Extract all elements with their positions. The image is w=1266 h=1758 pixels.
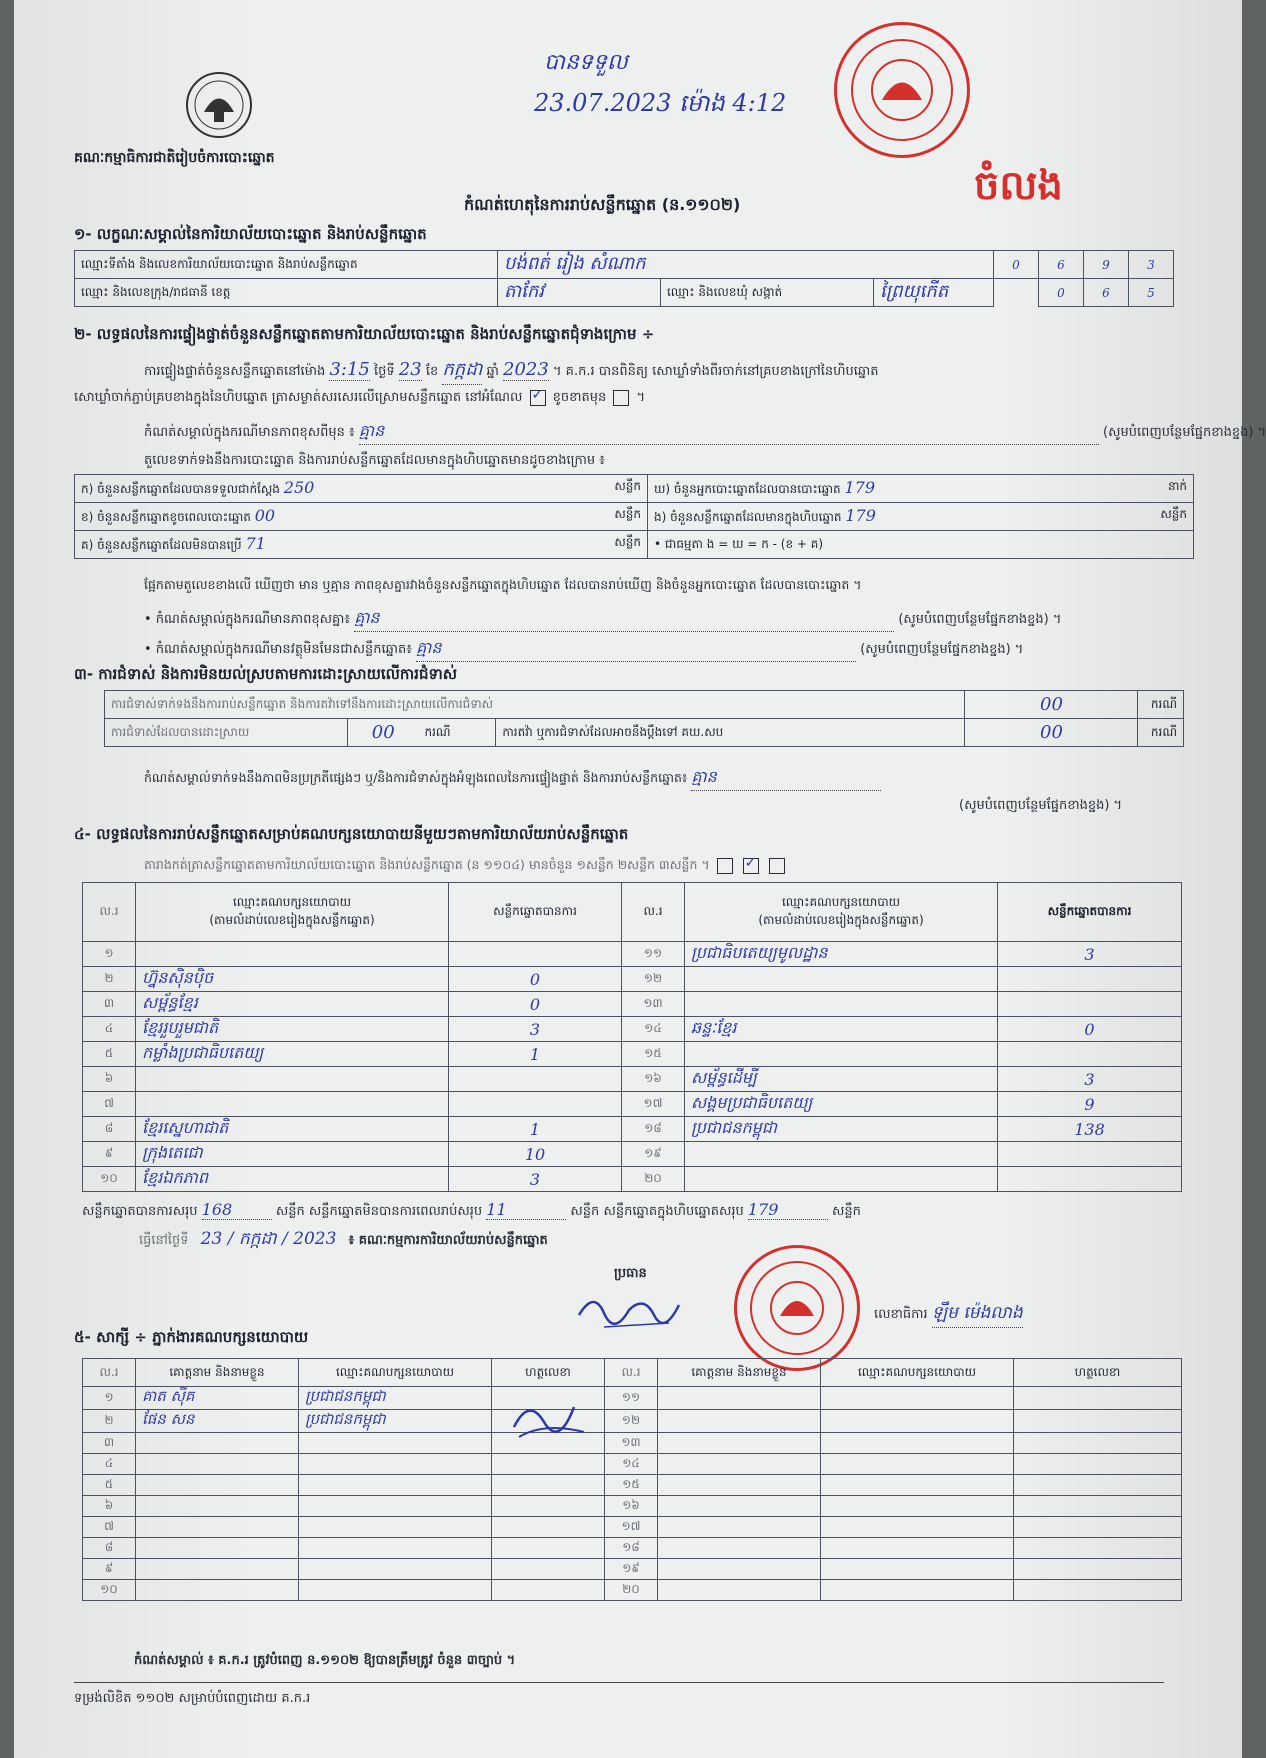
figure-value: 179 [844,478,875,497]
party-votes: 1 [449,1042,622,1067]
figure-label: ក) ចំនួនសន្លឹកឆ្នោតដែលបានទទួលជាក់ស្តែង [81,482,280,496]
party-number: ២០ [622,1167,685,1192]
incident-note-line [144,637,1023,662]
party-name: សង្គមប្រជាធិបតេយ្យ [685,1092,998,1117]
party-votes: 3 [998,1067,1182,1092]
witness-signature-cell [492,1517,605,1538]
party-number: ១៤ [622,1017,685,1042]
unit: សន្លឹក [570,1204,600,1219]
witness-name [658,1580,821,1601]
witness-name [658,1433,821,1454]
note-line [144,420,1266,445]
party-name [136,1092,449,1117]
party-number: ១២ [622,967,685,992]
witness-name [658,1538,821,1559]
official-stamp-top [834,22,970,158]
witness-name [658,1559,821,1580]
witness-signature-cell [1014,1559,1182,1580]
received-note-line1: បានទទួល [544,50,628,75]
party-votes: 9 [998,1092,1182,1117]
seal-text: សោឃ្លាំចាក់ភ្ជាប់គ្របខាងក្នុងនៃហិបឆ្នោត ត្រាសម្ងាត់សរសេរលើស្រោមសន្លឹកឆ្នោត នៅអំណែល [74,390,523,405]
party-name: ខ្មែរស្នេហាជាតិ [136,1117,449,1142]
witness-party [821,1475,1014,1496]
witness-name [658,1517,821,1538]
witness-signature [504,1392,594,1446]
results-table [82,882,1182,1192]
verification-time: 3:15 [329,359,370,380]
witness-party: ប្រជាជនកម្ពុជា [299,1387,492,1410]
party-votes [449,942,622,967]
figure-value: 179 [845,506,876,525]
seal-damaged-label: ខូចខាតមុន [552,390,607,405]
col-sign-header: ហត្ថលេខា [492,1359,605,1387]
col-no-header: ល.រ [83,1359,136,1387]
results-row [83,1092,1182,1117]
verification-text: ការផ្ទៀងផ្ទាត់ចំនួនសន្លឹកឆ្នោតនៅម៉ោង [144,364,326,379]
objection-count: 00 [965,691,1138,719]
section1-table [74,250,1174,307]
results-row [83,942,1182,967]
verification-text: ។ គ.ក.រ បានពិនិត្យ សោឃ្លាំទាំងពីរចាក់នៅគ្របខាងក្រៅនៃហិបឆ្នោត [552,364,879,379]
witness-signature-cell [1014,1517,1182,1538]
irregularity-note-value: គ្មាន [691,766,881,791]
total-invalid-value: 11 [486,1200,566,1220]
witness-signature-cell [492,1454,605,1475]
witness-signature-cell [492,1580,605,1601]
witness-signature-cell [1014,1454,1182,1475]
verification-text: ឆ្នាំ [486,364,499,379]
witness-table [82,1358,1182,1601]
received-note-line2: 23.07.2023 ម៉ោង 4:12 [534,89,787,117]
figure-unit: សន្លឹក [614,479,641,493]
col-party-header [685,883,998,942]
witness-number: ១៥ [605,1475,658,1496]
col-name-header: គោត្តនាម និងនាមខ្លួន [136,1359,299,1387]
party-votes: 3 [449,1167,622,1192]
incident-note-label: • កំណត់សម្គាល់ក្នុងករណីមានវត្ថុមិនមែនជាសន្លឹកឆ្នោត៖ [144,642,412,657]
witness-party [821,1538,1014,1559]
fill-hint: (សូមបំពេញបន្ថែមផ្នែកខាងខ្នង) ។ [959,798,1123,813]
section1-title: ១- លក្ខណៈសម្គាល់នៃការិយាល័យបោះឆ្នោត និងរាប់សន្លឹកឆ្នោត [74,225,427,243]
note-label: កំណត់សម្គាល់ក្នុងករណីមានភាពខុសពីមុន ៖ [144,425,355,440]
witness-signature-cell [1014,1433,1182,1454]
witness-party [299,1454,492,1475]
secretary-name: ឡឹម ម៉េងលាង [932,1302,1023,1328]
witness-party [299,1559,492,1580]
incident-note-value: គ្មាន [416,637,856,662]
party-number: ៤ [83,1017,136,1042]
note-value: គ្មាន [359,420,1099,445]
document-page [14,0,1266,1758]
verification-month: កក្កដា [442,357,482,385]
party-name [685,1042,998,1067]
figure-label: ខ) ចំនួនសន្លឹកឆ្នោតខូចពេលបោះឆ្នោត [81,510,251,524]
witness-row [83,1475,1182,1496]
section5-title: ៥- សាក្សី ÷ ភ្នាក់ងារគណបក្សនយោបាយ [74,1328,309,1346]
witness-name [136,1454,299,1475]
witness-party [299,1580,492,1601]
party-votes [998,992,1182,1017]
diff-note-line [144,607,1061,632]
section3-title: ៣- ការជំទាស់ និងការមិនយល់ស្របតាមការដោះស្រាយលើការជំទាស់ [74,665,458,683]
unit: សន្លឹក [832,1204,861,1219]
party-name [685,967,998,992]
org-name: គណៈកម្មាធិការជាតិរៀបចំការបោះឆ្នោត [74,150,275,166]
totals-line [82,1200,861,1222]
col-sign-header: ហត្ថលេខា [1014,1359,1182,1387]
footer-note: កំណត់សម្គាល់ ៖ គ.ក.រ ត្រូវបំពេញ ន.១១០២ ឱ្យបានត្រឹមត្រូវ ចំនួន ៣ច្បាប់ ។ [134,1653,516,1668]
witness-row [83,1454,1182,1475]
figure-unit: នាក់ [1167,479,1187,493]
witness-row [83,1433,1182,1454]
objection-unit: ករណី [1138,691,1184,719]
col-party-sub: (តាមលំដាប់លេខរៀងក្នុងសន្លឹកឆ្នោត) [209,913,375,927]
sheet-2-checkbox[interactable] [743,858,759,874]
province-value: តាកែវ [498,279,661,307]
copy-label: ចំលង [974,163,1063,209]
witness-number: ៣ [83,1433,136,1454]
witness-number: ២ [83,1410,136,1433]
col-votes-header: សន្លឹកឆ្នោតបានការ [998,883,1182,942]
witness-signature-cell [492,1559,605,1580]
figures-intro: តួលេខទាក់ទងនឹងការបោះឆ្នោត និងការរាប់សន្លឹកឆ្នោតដែលមានក្នុងហិបឆ្នោតមានដូចខាងក្រោម ៖ [144,453,605,468]
witness-party [821,1433,1014,1454]
verification-text: ថ្ងៃទី [374,364,395,379]
witness-party [821,1410,1014,1433]
seal-damaged-checkbox[interactable] [613,390,629,406]
col-no-header: ល.រ [83,883,136,942]
witness-signature-cell [1014,1580,1182,1601]
commune-value: ព្រៃយុកើត [874,279,994,307]
figures-row [75,475,1194,503]
commune-code-digit: 0 [1039,279,1084,307]
party-number: ៣ [83,992,136,1017]
col-party-header: ឈ្មោះគណបក្សនយោបាយ [821,1359,1014,1387]
party-votes [998,1042,1182,1067]
fill-hint: (សូមបំពេញបន្ថែមផ្នែកខាងខ្នង) ។ [860,642,1024,657]
witness-name [136,1538,299,1559]
party-number: ៩ [83,1142,136,1167]
witness-row [83,1580,1182,1601]
witness-party [821,1517,1014,1538]
secretary-label: លេខាធិការ [874,1307,928,1322]
party-name: សម្ព័ន្ធដើម្បី [685,1067,998,1092]
formula-label: • ជាធម្មតា ង = ឃ = ក - (ខ + គ) [654,536,824,551]
party-number: ១៧ [622,1092,685,1117]
witness-party [299,1538,492,1559]
witness-row [83,1517,1182,1538]
witness-name [136,1475,299,1496]
tally-sheet-text: តារាងកត់ត្រាសន្លឹកឆ្នោតតាមការិយាល័យបោះឆ្នោត និងរាប់សន្លឹកឆ្នោត (ន ១១០៤) មានចំនួន ១សន្លឹក ២សន្លឹក ៣សន្លឹក ។ [144,857,710,872]
party-name: ខ្មែររួបរួមជាតិ [136,1017,449,1042]
col-no-header: ល.រ [605,1359,658,1387]
witness-party [299,1433,492,1454]
party-number: ១៨ [622,1117,685,1142]
irregularity-note-label: កំណត់សម្គាល់ទាក់ទងនឹងភាពមិនប្រក្រតីផ្សេងៗ ឬ/និងការជំទាស់ក្នុងអំឡុងពេលនៃការផ្ទៀងផ្ទាត់ និងការរាប់សន្លឹកឆ្នោត៖ [144,770,688,785]
witness-number: ១៣ [605,1433,658,1454]
figure-label: គ) ចំនួនសន្លឹកឆ្នោតដែលមិនបានប្រើ [81,538,242,552]
results-row [83,1067,1182,1092]
party-name [136,942,449,967]
party-votes [998,1167,1182,1192]
witness-row [83,1559,1182,1580]
results-row [83,992,1182,1017]
date-value: 23 / កក្កដា / 2023 [200,1229,337,1249]
witness-signature-cell [492,1475,605,1496]
witness-name [136,1559,299,1580]
witness-number: ៤ [83,1454,136,1475]
figure-value: 250 [283,478,315,497]
witness-row [83,1410,1182,1433]
party-votes: 138 [998,1117,1182,1142]
party-name [685,992,998,1017]
results-row [83,1042,1182,1067]
total-box-value: 179 [748,1200,828,1220]
unit: សន្លឹក [275,1204,305,1219]
witness-name [658,1496,821,1517]
total-box-label: សន្លឹកឆ្នោតក្នុងហិបឆ្នោតសរុប [603,1204,744,1219]
witness-number: ៦ [83,1496,136,1517]
fill-hint: (សូមបំពេញបន្ថែមផ្នែកខាងខ្នង) ។ [898,612,1062,627]
sheet-1-checkbox[interactable] [717,858,733,874]
witness-signature-cell [1014,1538,1182,1559]
party-name: ប្រជាធិបតេយ្យមូលដ្ឋាន [685,942,998,967]
section4-title: ៤- លទ្ធផលនៃការរាប់សន្លឹកឆ្នោតសម្រាប់គណបក្សនយោបាយនីមួយៗតាមការិយាល័យរាប់សន្លឹកឆ្នោត [74,825,629,843]
verification-year: 2023 [503,359,549,380]
col-no-header: ល.រ [622,883,685,942]
results-row [83,967,1182,992]
form-title: កំណត់ហេតុនៃការរាប់សន្លឹកឆ្នោត (ន.១១០២) [464,195,741,214]
total-valid-label: សន្លឹកឆ្នោតបានការសរុប [82,1204,198,1219]
witness-signature-cell [1014,1410,1182,1433]
figure-label: ឃ) ចំនួនអ្នកបោះឆ្នោតដែលបានបោះឆ្នោត [654,482,841,496]
party-name: ហ្វ៊ុនស៊ិនប៉ិច [136,967,449,992]
col-party-header: ឈ្មោះគណបក្សនយោបាយ [299,1359,492,1387]
form-code: ទម្រង់លិខិត ១១០២ សម្រាប់បំពេញដោយ គ.ក.រ [74,1691,311,1706]
witness-party [821,1454,1014,1475]
witness-number: ១៦ [605,1496,658,1517]
verification-day: 23 [398,359,422,380]
total-valid-value: 168 [202,1200,272,1220]
diff-note-value: គ្មាន [354,607,894,632]
resolved-count: 00 [348,719,419,747]
fill-hint: (សូមបំពេញបន្ថែមផ្នែកខាងខ្នង) ។ [1103,425,1266,440]
witness-number: ៧ [83,1517,136,1538]
witness-party [821,1580,1014,1601]
witness-party: ប្រជាជនកម្ពុជា [299,1410,492,1433]
office-code-digit: 9 [1084,251,1129,279]
party-number: ១១ [622,942,685,967]
party-number: ១ [83,942,136,967]
col-votes-header: សន្លឹកឆ្នោតបានការ [449,883,622,942]
objections-table [104,690,1184,747]
figure-unit: សន្លឹក [614,507,641,521]
party-number: ១០ [83,1167,136,1192]
witness-name [658,1410,821,1433]
commune-code-digit: 5 [1129,279,1174,307]
verification-line [144,357,879,385]
witness-number: ១១ [605,1387,658,1410]
party-votes: 3 [998,942,1182,967]
witness-name: គាត ស៊ីគ [136,1387,299,1410]
party-name: កម្លាំងប្រជាធិបតេយ្យ [136,1042,449,1067]
witness-number: ១៤ [605,1454,658,1475]
figures-row [75,531,1194,559]
party-name [685,1142,998,1167]
witness-name [658,1454,821,1475]
diff-note-label: • កំណត់សម្គាល់ក្នុងករណីមានភាពខុសគ្នា៖ [144,612,351,627]
witness-number: ៩ [83,1559,136,1580]
party-number: ១៥ [622,1042,685,1067]
figures-row [75,503,1194,531]
party-name [685,1167,998,1192]
chair-signature [574,1285,684,1339]
results-row [83,1017,1182,1042]
party-votes: 3 [449,1017,622,1042]
witness-party [821,1496,1014,1517]
nec-logo [184,70,254,140]
party-number: ៥ [83,1042,136,1067]
party-name: ឆន្ទៈខ្មែរ [685,1017,998,1042]
witness-party [299,1475,492,1496]
date-suffix: ៖ គណៈកម្មការការិយាល័យរាប់សន្លឹកឆ្នោត [348,1233,548,1248]
figures-table [74,474,1194,559]
irregularity-note-line [144,766,881,791]
official-stamp-bottom [734,1245,860,1371]
figure-value: 71 [245,534,266,553]
figure-label: ង) ចំនួនសន្លឹកឆ្នោតដែលមានក្នុងហិបឆ្នោត [654,510,842,524]
resolved-unit: ករណី [418,719,495,747]
party-votes [998,967,1182,992]
party-number: ២ [83,967,136,992]
witness-name [658,1475,821,1496]
col-party-title: ឈ្មោះគណបក្សនយោបាយ [232,895,352,909]
office-code-digit: 6 [1039,251,1084,279]
secretary-line [874,1302,1023,1328]
sheet-3-checkbox[interactable] [769,858,785,874]
party-votes [449,1092,622,1117]
witness-number: ២០ [605,1580,658,1601]
figure-value: 00 [254,506,276,525]
office-label: ឈ្មោះទីតាំង និងលេខការិយាល័យបោះឆ្នោត និងរាប់សន្លឹកឆ្នោត [75,251,498,279]
witness-party [299,1496,492,1517]
col-party-header [136,883,449,942]
seal-line: សោឃ្លាំចាក់ភ្ជាប់គ្របខាងក្នុងនៃហិបឆ្នោត ត្រាសម្ងាត់សរសេរលើស្រោមសន្លឹកឆ្នោត នៅអំណែល ✓ ខូចខាតមុន ។ [74,389,645,408]
witness-number: ១ [83,1387,136,1410]
figure-unit: សន្លឹក [614,535,641,549]
witness-name [136,1517,299,1538]
party-votes: 1 [449,1117,622,1142]
witness-row [83,1496,1182,1517]
party-name [136,1067,449,1092]
party-name: ប្រជាជនកម្ពុជា [685,1117,998,1142]
party-votes [449,1067,622,1092]
witness-signature-cell [492,1538,605,1559]
tally-sheet-intro [144,857,788,876]
appeal-count: 00 [965,719,1138,747]
witness-party [299,1517,492,1538]
witness-party [821,1559,1014,1580]
witness-signature-cell [492,1496,605,1517]
witness-name [136,1433,299,1454]
figure-unit: សន្លឹក [1160,507,1187,521]
witness-signature-cell [1014,1475,1182,1496]
col-party-sub: (តាមលំដាប់លេខរៀងក្នុងសន្លឹកឆ្នោត) [758,913,924,927]
witness-name [136,1580,299,1601]
witness-number: ១៨ [605,1538,658,1559]
signing-date-line [139,1228,548,1253]
party-votes [998,1142,1182,1167]
verification-text: ខែ [425,364,439,379]
office-code-digit: 0 [994,251,1039,279]
province-label: ឈ្មោះ និងលេខក្រុង/រាជធានី ខេត្ត [75,279,498,307]
witness-row [83,1538,1182,1559]
office-code-digit: 3 [1129,251,1174,279]
results-row [83,1142,1182,1167]
witness-number: ១៧ [605,1517,658,1538]
witness-name [658,1387,821,1410]
results-row [83,1167,1182,1192]
witness-signature-cell [1014,1387,1182,1410]
date-prefix: ធ្វើនៅថ្ងៃទី [139,1233,189,1248]
party-number: ១៩ [622,1142,685,1167]
witness-number: ៨ [83,1538,136,1559]
resolved-label: ការជំទាស់ដែលបានដោះស្រាយ [105,719,348,747]
witness-row [83,1387,1182,1410]
results-row [83,1117,1182,1142]
witness-name: ផែន សន [136,1410,299,1433]
witness-number: ១០ [83,1580,136,1601]
witness-party [821,1387,1014,1410]
commune-label: ឈ្មោះ និងលេខឃុំ សង្កាត់ [661,279,874,307]
col-name-header: គោត្តនាម និងនាមខ្លួន [658,1359,821,1387]
party-number: ៧ [83,1092,136,1117]
party-number: ១៦ [622,1067,685,1092]
party-name: សម្ព័ន្ធខ្មែរ [136,992,449,1017]
commune-code-digit: 6 [1084,279,1129,307]
witness-signature-cell [1014,1496,1182,1517]
party-number: ១៣ [622,992,685,1017]
party-votes: 0 [449,967,622,992]
footer-divider [74,1682,1164,1683]
witness-number: ១២ [605,1410,658,1433]
seal-ok-checkbox[interactable] [530,390,546,406]
section2-title: ២- លទ្ធផលនៃការផ្ទៀងផ្ទាត់ចំនួនសន្លឹកឆ្នោតតាមការិយាល័យបោះឆ្នោត និងរាប់សន្លឹកឆ្នោតជុំទាងក្រោម ÷ [74,325,655,343]
party-votes: 0 [449,992,622,1017]
col-party-title: ឈ្មោះគណបក្សនយោបាយ [781,895,901,909]
party-votes: 10 [449,1142,622,1167]
party-number: ៦ [83,1067,136,1092]
witness-number: ១៩ [605,1559,658,1580]
party-name: ខ្មែរឯកភាព [136,1167,449,1192]
witness-name [136,1496,299,1517]
compare-line: ផ្អែកតាមតួលេខខាងលើ ឃើញថា មាន ឬគ្មាន ភាពខុសគ្នារវាងចំនួនសន្លឹកឆ្នោតក្នុងហិបឆ្នោត ដែលបានរាប់ឃើញ និងចំនួនអ្នកបោះឆ្នោត ដែលបានបោះឆ្នោត ។ [144,577,862,592]
office-value: បង់ពត់ រៀង សំណាក [498,251,994,279]
chair-label: ប្រធាន [614,1266,647,1281]
total-invalid-label: សន្លឹកឆ្នោតមិនបានការពេលរាប់សរុប [308,1204,483,1219]
party-number: ៨ [83,1117,136,1142]
objection-label: ការជំទាស់ទាក់ទងនឹងការរាប់សន្លឹកឆ្នោត និងការតវ៉ាទៅនឹងការដោះស្រាយលើការជំទាស់ [105,691,965,719]
appeal-unit: ករណី [1138,719,1184,747]
party-votes: 0 [998,1017,1182,1042]
appeal-label: ការតវ៉ា ឬការជំទាស់ដែលអាចនឹងប្តឹងទៅ គឃ.សប [496,719,965,747]
party-name: ក្រុងតេជោ [136,1142,449,1167]
witness-number: ៥ [83,1475,136,1496]
